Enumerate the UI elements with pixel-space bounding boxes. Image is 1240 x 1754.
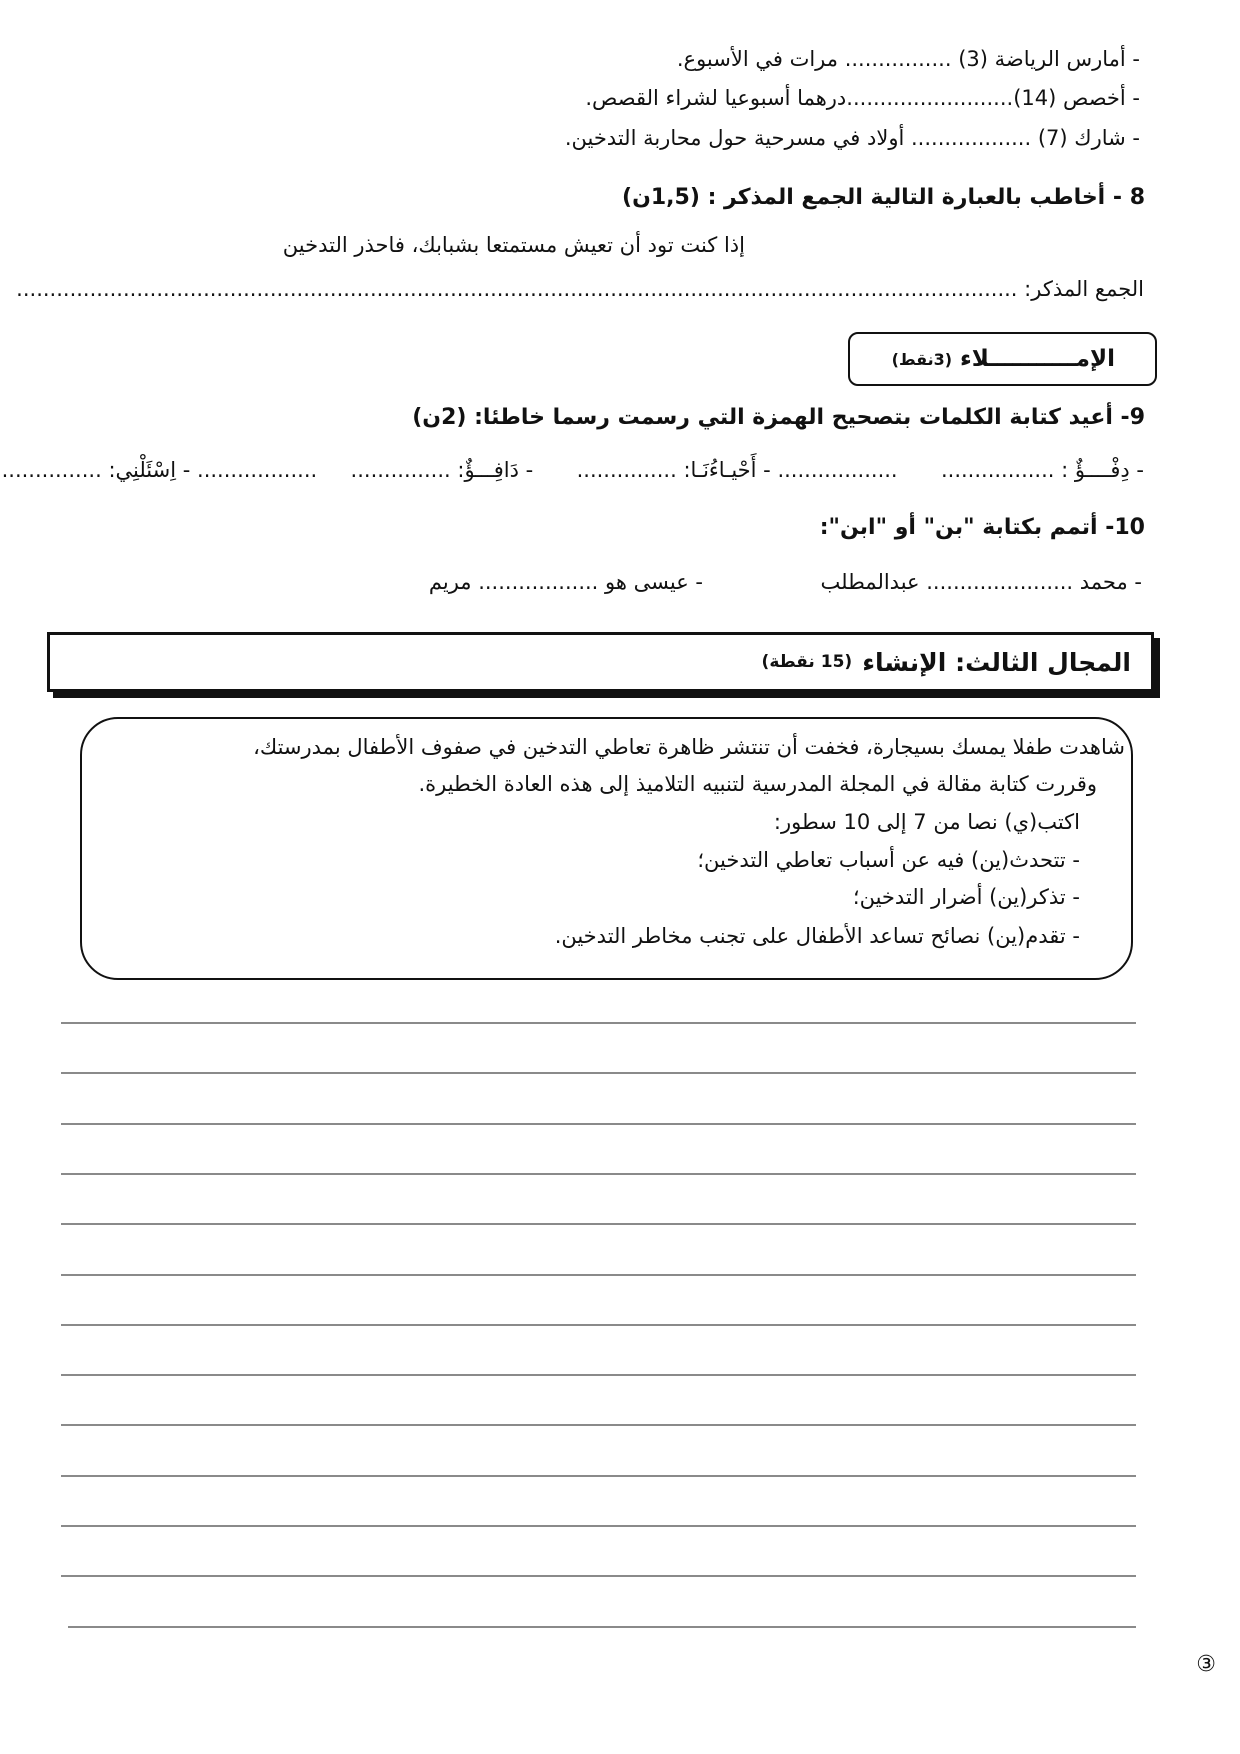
writing-line[interactable] (61, 1072, 1136, 1074)
line-prefix: - شارك (7) (1037, 126, 1140, 150)
word-item: - أَحْيـاءُنَـا: (683, 458, 771, 482)
line-prefix: - أخصص (14) (1013, 86, 1140, 110)
question-10-item-2: - عيسى هو .................. مريم (428, 570, 703, 594)
composition-domain-box (47, 632, 1154, 692)
writing-line[interactable] (61, 1374, 1136, 1376)
answer-blank[interactable]: ............... (576, 458, 677, 482)
writing-line[interactable] (61, 1022, 1136, 1024)
answer-blank[interactable]: .................. (197, 458, 318, 482)
top-line-2 (585, 86, 1140, 110)
prompt-bullet-2: - تذكر(ين) أضرار التدخين؛ (852, 885, 1080, 909)
question-9-words (1, 458, 1144, 482)
writing-line[interactable] (68, 1626, 1136, 1628)
question-8-sentence: إذا كنت تود أن تعيش مستمتعا بشبابك، فاحذر التدخين (282, 233, 745, 257)
word-item: - اِسْئَلْنِي: (108, 458, 191, 482)
dictation-points: (3نقط) (891, 349, 953, 369)
composition-domain-points: (15 نقطة) (761, 652, 853, 672)
question-10-title: 10- أتمم بكتابة "بن" أو "ابن": (819, 515, 1145, 540)
prompt-line-2: وقررت كتابة مقالة في المجلة المدرسية لتنبيه التلاميذ إلى هذه العادة الخطيرة. (418, 772, 1097, 796)
writing-line[interactable] (61, 1424, 1136, 1426)
writing-line[interactable] (61, 1324, 1136, 1326)
line-suffix: درهما أسبوعيا لشراء القصص. (585, 86, 847, 110)
line-suffix: أولاد في مسرحية حول محاربة التدخين. (564, 126, 905, 150)
page-number: ③ (1196, 1652, 1216, 1677)
fill-blank[interactable]: .................. (911, 126, 1032, 150)
prompt-bullet-3: - تقدم(ين) نصائح تساعد الأطفال على تجنب مخاطر التدخين. (554, 924, 1080, 948)
question-8-answer (16, 277, 1144, 301)
prompt-line-1: شاهدت طفلا يمسك بسيجارة، فخفت أن تنتشر ظاهرة تعاطي التدخين في صفوف الأطفال بمدرستك، (253, 735, 1125, 759)
dictation-heading-box (848, 332, 1157, 386)
question-8-title: 8 - أخاطب بالعبارة التالية الجمع المذكر : (1,5ن) (622, 185, 1145, 210)
dictation-heading: الإمـــــــــــلاء (960, 346, 1115, 372)
prompt-bullet-1: - تتحدث(ين) فيه عن أسباب تعاطي التدخين؛ (697, 848, 1080, 872)
writing-line[interactable] (61, 1575, 1136, 1577)
top-line-3 (565, 126, 1140, 150)
question-9-title: 9- أعيد كتابة الكلمات بتصحيح الهمزة التي رسمت رسما خاطئا: (2ن) (412, 405, 1145, 430)
writing-line[interactable] (61, 1274, 1136, 1276)
fill-blank[interactable]: ................ (844, 47, 952, 71)
writing-line[interactable] (61, 1525, 1136, 1527)
composition-domain-title: المجال الثالث: الإنشاء (862, 647, 1131, 677)
question-10-item-1: - محمد ...................... عبدالمطلب (820, 570, 1142, 594)
writing-line[interactable] (61, 1123, 1136, 1125)
answer-label: الجمع المذكر: (1024, 277, 1144, 301)
word-item: - دِفْــــؤٌ : (1061, 458, 1144, 482)
answer-blank[interactable]: ............... (350, 458, 451, 482)
writing-line[interactable] (61, 1475, 1136, 1477)
word-item: - دَافِـــؤٌ: (457, 458, 534, 482)
writing-line[interactable] (61, 1173, 1136, 1175)
fill-blank[interactable]: ......................... (846, 86, 1014, 110)
line-prefix: - أمارس الرياضة (3) (958, 47, 1140, 71)
answer-blank[interactable]: ...................................................................................................................................................... (16, 277, 1018, 301)
answer-blank[interactable]: .................. (777, 458, 898, 482)
line-suffix: مرات في الأسبوع. (676, 47, 839, 71)
answer-blank[interactable]: ................. (940, 458, 1055, 482)
writing-line[interactable] (61, 1223, 1136, 1225)
top-line-1 (677, 47, 1140, 71)
answer-blank[interactable]: ............... (1, 458, 102, 482)
prompt-line-3: اكتب(ي) نصا من 7 إلى 10 سطور: (773, 810, 1080, 834)
